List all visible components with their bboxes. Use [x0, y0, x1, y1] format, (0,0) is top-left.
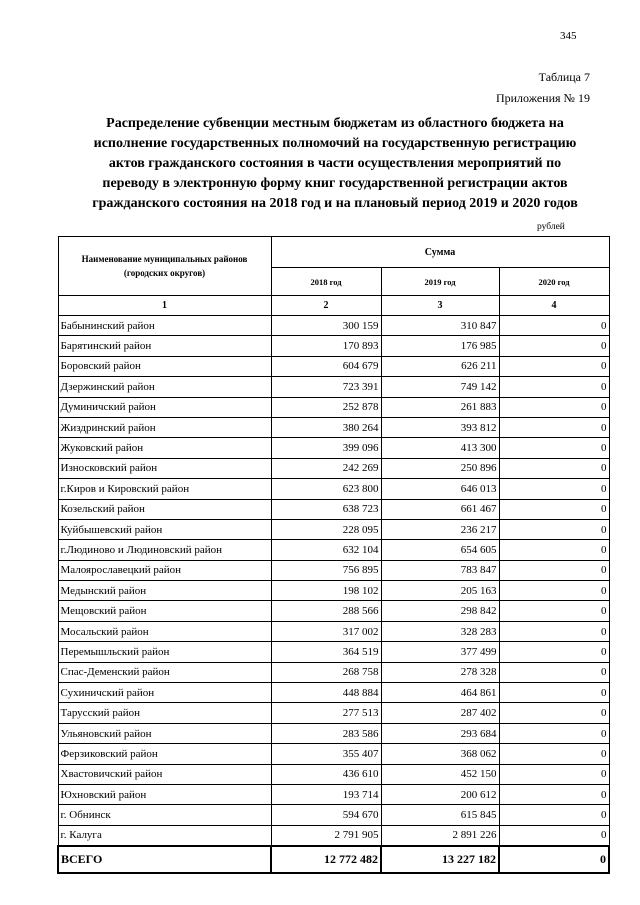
table-row — [58, 438, 609, 458]
header-name: Наименование муниципальных районов (городских округов) — [58, 237, 271, 296]
table-row — [58, 417, 609, 437]
table-row — [58, 397, 609, 417]
value-2018: 252 878 — [271, 397, 381, 417]
district-name: Мещовский район — [58, 601, 271, 621]
value-2019: 661 467 — [381, 499, 499, 519]
value-2019: 310 847 — [381, 316, 499, 336]
district-name: Козельский район — [58, 499, 271, 519]
value-2019: 298 842 — [381, 601, 499, 621]
value-2020: 0 — [499, 417, 609, 437]
total-label: ВСЕГО — [58, 846, 271, 873]
page-number: 345 — [560, 30, 577, 42]
total-2019: 13 227 182 — [381, 846, 499, 873]
value-2020: 0 — [499, 479, 609, 499]
district-name: г.Людиново и Людиновский район — [58, 540, 271, 560]
district-name: г.Киров и Кировский район — [58, 479, 271, 499]
district-name: Жиздринский район — [58, 417, 271, 437]
district-name: Жуковский район — [58, 438, 271, 458]
value-2018: 638 723 — [271, 499, 381, 519]
value-2020: 0 — [499, 316, 609, 336]
value-2019: 293 684 — [381, 723, 499, 743]
value-2019: 393 812 — [381, 417, 499, 437]
value-2020: 0 — [499, 438, 609, 458]
value-2018: 198 102 — [271, 581, 381, 601]
table-row — [58, 458, 609, 478]
district-name: Бабынинский район — [58, 316, 271, 336]
value-2018: 317 002 — [271, 621, 381, 641]
value-2020: 0 — [499, 784, 609, 804]
table-row — [58, 356, 609, 376]
header-sum: Сумма — [271, 237, 609, 268]
value-2018: 2 791 905 — [271, 825, 381, 846]
value-2020: 0 — [499, 499, 609, 519]
value-2020: 0 — [499, 581, 609, 601]
header-year-2018: 2018 год — [271, 268, 381, 296]
value-2020: 0 — [499, 540, 609, 560]
district-name: Перемышльский район — [58, 642, 271, 662]
table-row — [58, 377, 609, 397]
district-name: г. Обнинск — [58, 805, 271, 825]
value-2020: 0 — [499, 662, 609, 682]
title-line: Распределение субвенции местным бюджетам из областного бюджета на — [106, 116, 564, 131]
value-2020: 0 — [499, 336, 609, 356]
value-2020: 0 — [499, 744, 609, 764]
value-2020: 0 — [499, 642, 609, 662]
table-row — [58, 560, 609, 580]
total-2020: 0 — [499, 846, 609, 873]
value-2019: 328 283 — [381, 621, 499, 641]
column-number: 4 — [499, 296, 609, 316]
table-row — [58, 683, 609, 703]
district-name: Дзержинский район — [58, 377, 271, 397]
value-2019: 261 883 — [381, 397, 499, 417]
table-row — [58, 519, 609, 539]
value-2019: 176 985 — [381, 336, 499, 356]
table-row — [58, 479, 609, 499]
table-row — [58, 601, 609, 621]
total-2018: 12 772 482 — [271, 846, 381, 873]
title-line: актов гражданского состояния в части осуществления мероприятий по — [108, 156, 562, 171]
value-2019: 654 605 — [381, 540, 499, 560]
value-2018: 632 104 — [271, 540, 381, 560]
title-line: исполнение государственных полномочий на государственную регистрацию — [93, 136, 577, 151]
value-2020: 0 — [499, 377, 609, 397]
column-number: 1 — [58, 296, 271, 316]
district-name: Юхновский район — [58, 784, 271, 804]
value-2019: 377 499 — [381, 642, 499, 662]
value-2018: 604 679 — [271, 356, 381, 376]
value-2020: 0 — [499, 519, 609, 539]
district-name: Износковский район — [58, 458, 271, 478]
district-name: Куйбышевский район — [58, 519, 271, 539]
table-row — [58, 499, 609, 519]
value-2019: 783 847 — [381, 560, 499, 580]
table-row — [58, 581, 609, 601]
value-2018: 380 264 — [271, 417, 381, 437]
value-2019: 626 211 — [381, 356, 499, 376]
subvention-table — [57, 236, 610, 874]
appendix-label: Приложения № 19 — [495, 91, 590, 105]
table-row — [58, 336, 609, 356]
header-year-2019: 2019 год — [381, 268, 499, 296]
value-2019: 646 013 — [381, 479, 499, 499]
value-2019: 2 891 226 — [381, 825, 499, 846]
table-row — [58, 662, 609, 682]
table-label: Таблица 7 — [538, 70, 590, 84]
value-2018: 170 893 — [271, 336, 381, 356]
value-2019: 278 328 — [381, 662, 499, 682]
district-name: г. Калуга — [58, 825, 271, 846]
value-2018: 756 895 — [271, 560, 381, 580]
value-2020: 0 — [499, 683, 609, 703]
value-2019: 368 062 — [381, 744, 499, 764]
table-row — [58, 723, 609, 743]
value-2020: 0 — [499, 601, 609, 621]
title-line: переводу в электронную форму книг государственной регистрации актов — [102, 176, 568, 191]
district-name: Сухиничский район — [58, 683, 271, 703]
value-2020: 0 — [499, 825, 609, 846]
value-2018: 364 519 — [271, 642, 381, 662]
table-body — [58, 316, 609, 847]
table-row — [58, 621, 609, 641]
table-row — [58, 540, 609, 560]
value-2018: 436 610 — [271, 764, 381, 784]
district-name: Тарусский район — [58, 703, 271, 723]
value-2018: 242 269 — [271, 458, 381, 478]
title-line: гражданского состояния на 2018 год и на плановый период 2019 и 2020 годов — [92, 196, 578, 211]
value-2018: 594 670 — [271, 805, 381, 825]
header-year-2020: 2020 год — [499, 268, 609, 296]
value-2019: 205 163 — [381, 581, 499, 601]
value-2018: 283 586 — [271, 723, 381, 743]
district-name: Мосальский район — [58, 621, 271, 641]
district-name: Ульяновский район — [58, 723, 271, 743]
value-2019: 452 150 — [381, 764, 499, 784]
district-name: Барятинский район — [58, 336, 271, 356]
district-name: Ферзиковский район — [58, 744, 271, 764]
value-2018: 448 884 — [271, 683, 381, 703]
value-2018: 623 800 — [271, 479, 381, 499]
value-2018: 288 566 — [271, 601, 381, 621]
value-2020: 0 — [499, 560, 609, 580]
column-number: 2 — [271, 296, 381, 316]
value-2018: 277 513 — [271, 703, 381, 723]
value-2020: 0 — [499, 723, 609, 743]
value-2018: 300 159 — [271, 316, 381, 336]
value-2019: 200 612 — [381, 784, 499, 804]
district-name: Думиничский район — [58, 397, 271, 417]
value-2020: 0 — [499, 805, 609, 825]
value-2019: 615 845 — [381, 805, 499, 825]
table-row — [58, 744, 609, 764]
table-row — [58, 784, 609, 804]
value-2019: 287 402 — [381, 703, 499, 723]
value-2018: 399 096 — [271, 438, 381, 458]
value-2020: 0 — [499, 356, 609, 376]
value-2020: 0 — [499, 621, 609, 641]
value-2019: 464 861 — [381, 683, 499, 703]
value-2020: 0 — [499, 397, 609, 417]
district-name: Медынский район — [58, 581, 271, 601]
column-number: 3 — [381, 296, 499, 316]
table-row — [58, 316, 609, 336]
district-name: Боровский район — [58, 356, 271, 376]
value-2019: 236 217 — [381, 519, 499, 539]
table-row — [58, 642, 609, 662]
district-name: Хвастовичский район — [58, 764, 271, 784]
value-2019: 250 896 — [381, 458, 499, 478]
value-2020: 0 — [499, 458, 609, 478]
value-2018: 723 391 — [271, 377, 381, 397]
value-2020: 0 — [499, 703, 609, 723]
value-2019: 413 300 — [381, 438, 499, 458]
value-2018: 193 714 — [271, 784, 381, 804]
value-2019: 749 142 — [381, 377, 499, 397]
document-title — [55, 114, 615, 214]
district-name: Спас-Деменский район — [58, 662, 271, 682]
value-2018: 228 095 — [271, 519, 381, 539]
table-row — [58, 805, 609, 825]
district-name: Малоярославецкий район — [58, 560, 271, 580]
table-row — [58, 764, 609, 784]
value-2020: 0 — [499, 764, 609, 784]
table-row — [58, 703, 609, 723]
value-2018: 355 407 — [271, 744, 381, 764]
units-label: рублей — [537, 222, 565, 232]
value-2018: 268 758 — [271, 662, 381, 682]
total-row — [58, 846, 609, 873]
table-row — [58, 825, 609, 846]
